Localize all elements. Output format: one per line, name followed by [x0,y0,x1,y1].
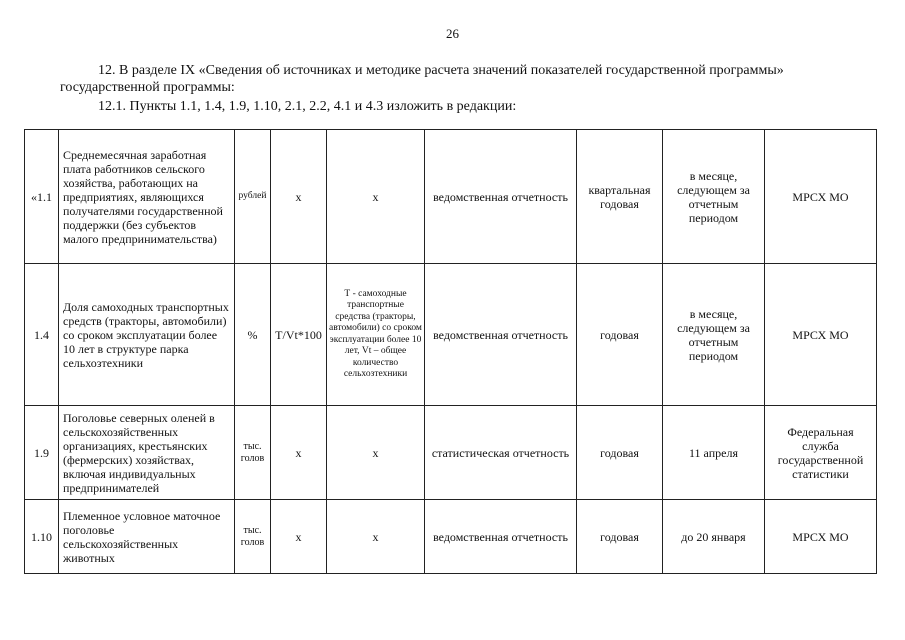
row-number: 1.4 [25,264,59,406]
row-number: 1.9 [25,406,59,500]
unit: тыс. голов [235,500,271,574]
table-row [25,264,877,406]
paragraph-points: 12.1. Пункты 1.1, 1.4, 1.9, 1.10, 2.1, 2.2, 4.1 и 4.3 изложить в редакции: [98,99,517,114]
data-source: ведомственная отчетность [425,500,577,574]
indicator-name: Доля самоходных транспортных средств (тракторы, автомобили) со сроком эксплуатации более 10 лет в структуре парка сельхозтехники [59,264,235,406]
deadline: в месяце, следующем за отчетным периодом [663,264,765,406]
periodicity: годовая [577,500,663,574]
periodicity: годовая [577,406,663,500]
responsible: Федеральная служба государственной статистики [765,406,877,500]
responsible: МРСХ МО [765,130,877,264]
definition: x [327,406,425,500]
formula: x [271,406,327,500]
table-row [25,406,877,500]
definition: x [327,500,425,574]
table-row [25,500,877,574]
data-source: ведомственная отчетность [425,130,577,264]
definition: x [327,130,425,264]
page-number: 26 [446,26,459,41]
unit: рублей [235,130,271,264]
deadline: в месяце, следующем за отчетным периодом [663,130,765,264]
indicator-name: Племенное условное маточное поголовье сельскохозяйственных животных [59,500,235,574]
responsible: МРСХ МО [765,500,877,574]
indicator-name: Среднемесячная заработная плата работников сельского хозяйства, работающих на предприятиях, являющихся получателями государственной поддержки (без субъектов малого предпринимательства) [59,130,235,264]
formula: x [271,500,327,574]
data-source: ведомственная отчетность [425,264,577,406]
formula: x [271,130,327,264]
paragraph-intro: 12. В разделе IX «Сведения об источниках и методике расчета значений показателей государственной программы» [98,63,784,78]
paragraph-intro-continued: государственной программы: [60,80,235,95]
indicator-name: Поголовье северных оленей в сельскохозяйственных организациях, крестьянских (фермерских) хозяйствах, включая индивидуальных предпринимателей [59,406,235,500]
responsible: МРСХ МО [765,264,877,406]
formula: T/Vt*100 [271,264,327,406]
deadline: 11 апреля [663,406,765,500]
row-number: 1.10 [25,500,59,574]
table-row [25,130,877,264]
definition: Т - самоходные транспортные средства (тракторы, автомобили) со сроком эксплуатации более 10 лет, Vt – общее количество сельхозтехники [327,264,425,406]
deadline: до 20 января [663,500,765,574]
unit: тыс. голов [235,406,271,500]
periodicity: годовая [577,264,663,406]
unit: % [235,264,271,406]
row-number: «1.1 [25,130,59,264]
indicators-table [24,129,877,574]
periodicity: квартальная годовая [577,130,663,264]
data-source: статистическая отчетность [425,406,577,500]
